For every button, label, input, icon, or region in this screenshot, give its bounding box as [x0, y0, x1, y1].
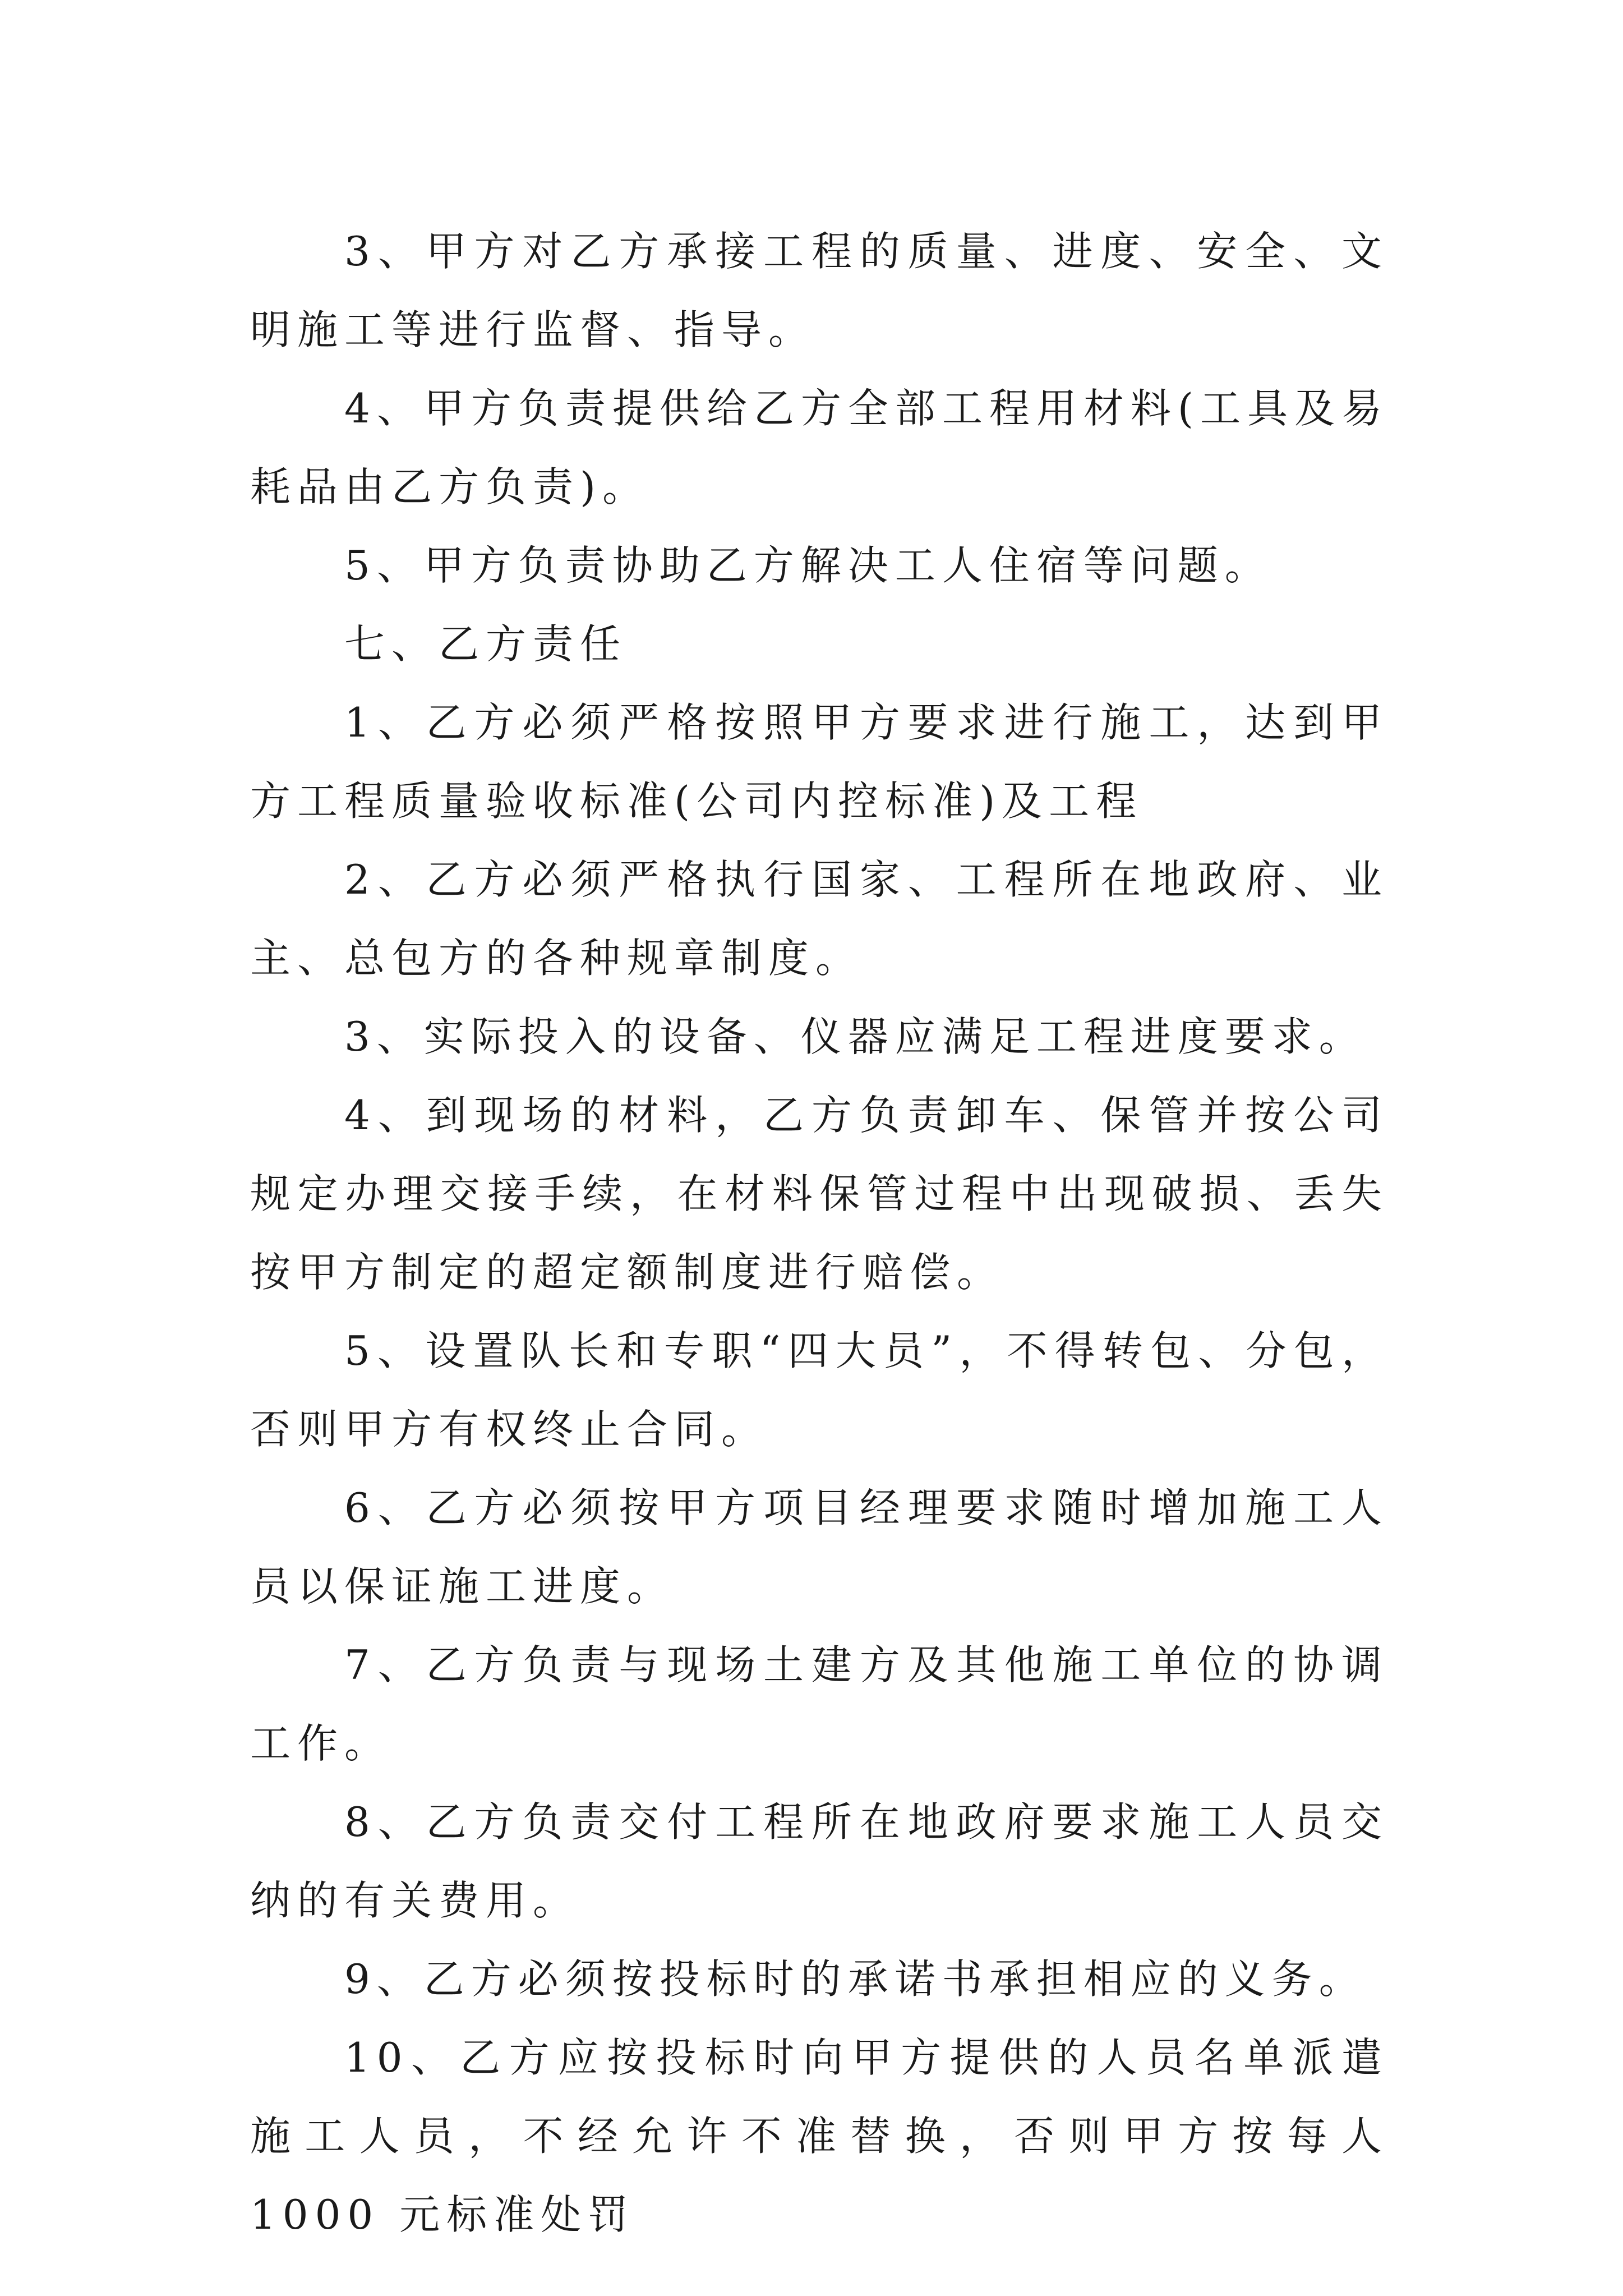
paragraph-1: 3、甲方对乙方承接工程的质量、进度、安全、文明施工等进行监督、指导。	[250, 228, 1389, 353]
paragraph-2: 4、甲方负责提供给乙方全部工程用材料(工具及易耗品由乙方负责)。	[250, 385, 1389, 510]
paragraph-13: 10、乙方应按投标时向甲方提供的人员名单派遣施工人员，不经允许不准替换，否则甲方按每人 1000 元标准处罚	[250, 2034, 1389, 2238]
paragraph-6: 3、实际投入的设备、仪器应满足工程进度要求。	[344, 1013, 1366, 1060]
paragraph-7: 4、到现场的材料，乙方负责卸车、保管并按公司规定办理交接手续，在材料保管过程中出现破损、丢失按甲方制定的超定额制度进行赔偿。	[250, 1092, 1389, 1296]
document-body	[250, 212, 1389, 2254]
paragraph-4: 1、乙方必须严格按照甲方要求进行施工，达到甲方工程质量验收标准(公司内控标准)及工程	[250, 699, 1389, 825]
paragraph-3: 5、甲方负责协助乙方解决工人住宿等问题。	[344, 542, 1272, 589]
paragraph-9: 6、乙方必须按甲方项目经理要求随时增加施工人员以保证施工进度。	[250, 1484, 1389, 1610]
paragraph-12: 9、乙方必须按投标时的承诺书承担相应的义务。	[344, 1955, 1366, 2003]
paragraph-5: 2、乙方必须严格执行国家、工程所在地政府、业主、总包方的各种规章制度。	[250, 856, 1389, 982]
paragraph-8: 5、设置队长和专职“四大员”，不得转包、分包，否则甲方有权终止合同。	[250, 1327, 1389, 1453]
section-heading: 七、乙方责任	[344, 620, 628, 668]
paragraph-10: 7、乙方负责与现场土建方及其他施工单位的协调工作。	[250, 1641, 1389, 1767]
paragraph-11: 8、乙方负责交付工程所在地政府要求施工人员交纳的有关费用。	[250, 1798, 1389, 1924]
